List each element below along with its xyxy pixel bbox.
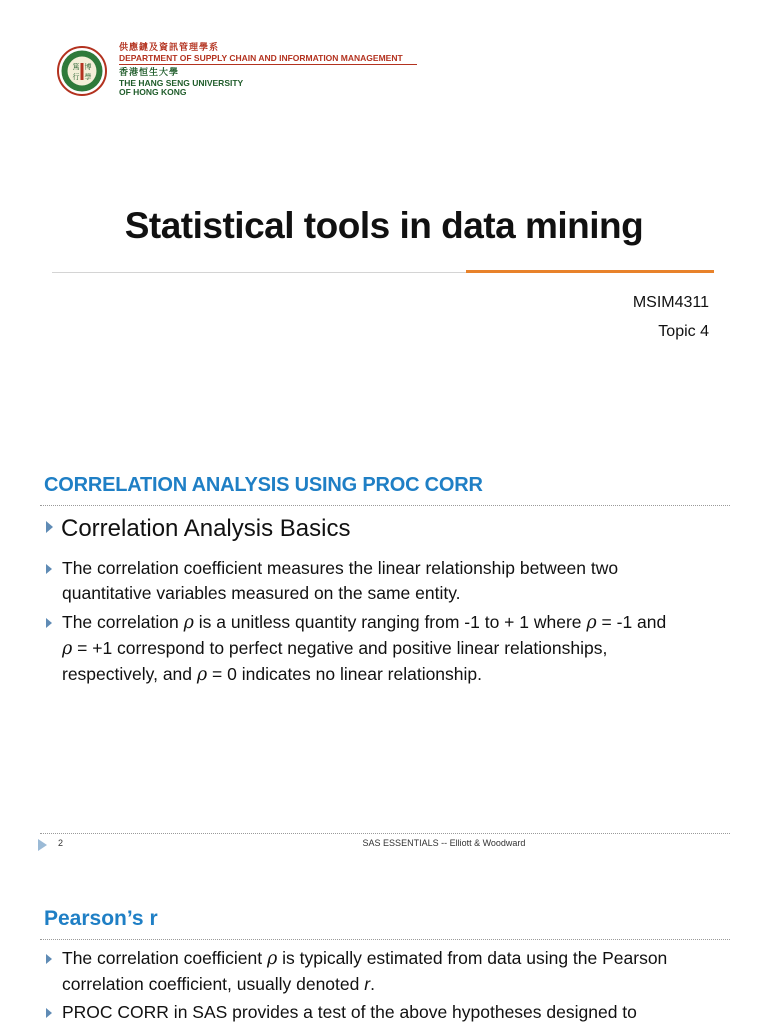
bullet-line: The correlation coefficient ρ is typically estimated from data using the Pearson [62, 948, 668, 969]
logo-divider [119, 64, 417, 65]
bullet-line: respectively, and ρ = 0 indicates no linear relationship. [62, 664, 483, 685]
bullet-line: The correlation ρ is a unitless quantity ranging from -1 to + 1 where ρ = -1 and [62, 612, 667, 633]
title-accent-bar [466, 270, 714, 273]
bullet-line: The correlation coefficient measures the linear relationship between two [62, 558, 619, 578]
list-item [46, 1000, 736, 1024]
bullet-triangle-icon [46, 618, 52, 628]
bullet-line: quantitative variables measured on the same entity. [62, 583, 461, 603]
institution-logo-text [119, 43, 417, 97]
heading-divider [40, 939, 730, 940]
seal-char-3: 行 [72, 73, 80, 81]
topic-label: Topic 4 [658, 323, 709, 340]
bullet-line: ρ = +1 correspond to perfect negative and positive linear relationships, [62, 638, 608, 659]
sub-heading [46, 515, 350, 543]
course-code: MSIM4311 [632, 294, 709, 311]
title-slide [0, 0, 768, 440]
slide-title: Statistical tools in data mining [124, 205, 644, 246]
rho-symbol: ρ [586, 613, 597, 633]
footer-source: SAS ESSENTIALS -- Elliott & Woodward [362, 838, 526, 848]
footer-divider [40, 833, 730, 834]
seal-char-1: 篤 [72, 63, 80, 71]
slide-heading: Pearson’s r [44, 907, 158, 930]
bullet-triangle-icon [46, 954, 52, 964]
university-name-en-line1: THE HANG SENG UNIVERSITY [119, 77, 244, 88]
bullet-triangle-icon [46, 521, 53, 533]
bullet-triangle-icon [46, 1008, 52, 1018]
list-item [46, 610, 736, 688]
department-name-zh: 供應鏈及資訊管理學系 [119, 42, 220, 52]
bullet-triangle-icon [46, 564, 52, 574]
page-number: 2 [58, 838, 64, 848]
rho-symbol: ρ [196, 665, 208, 685]
rho-symbol: ρ [266, 949, 278, 969]
list-item [46, 946, 736, 997]
bullet-line: correlation coefficient, usually denoted r. [62, 974, 375, 994]
sub-heading-text: Correlation Analysis Basics [61, 515, 351, 542]
slide-heading: CORRELATION ANALYSIS USING PROC CORR [44, 474, 483, 496]
seal-char-2: 博 [84, 63, 92, 71]
university-name-en-line2: OF HONG KONG [119, 87, 187, 97]
heading-divider [40, 505, 730, 506]
seal-char-4: 學 [84, 73, 92, 81]
rho-symbol: ρ [62, 639, 73, 659]
pearson-r-slide [0, 860, 768, 1024]
rho-symbol: ρ [183, 613, 194, 633]
correlation-basics-slide [0, 440, 768, 860]
university-name-zh: 香港恒生大學 [119, 66, 180, 77]
r-symbol: r [364, 974, 371, 994]
bullet-line: PROC CORR in SAS provides a test of the above hypotheses designed to [62, 1002, 637, 1022]
list-item [46, 556, 736, 606]
university-seal-icon [57, 46, 107, 96]
department-name-en: DEPARTMENT OF SUPPLY CHAIN AND INFORMATION MANAGEMENT [119, 53, 403, 63]
